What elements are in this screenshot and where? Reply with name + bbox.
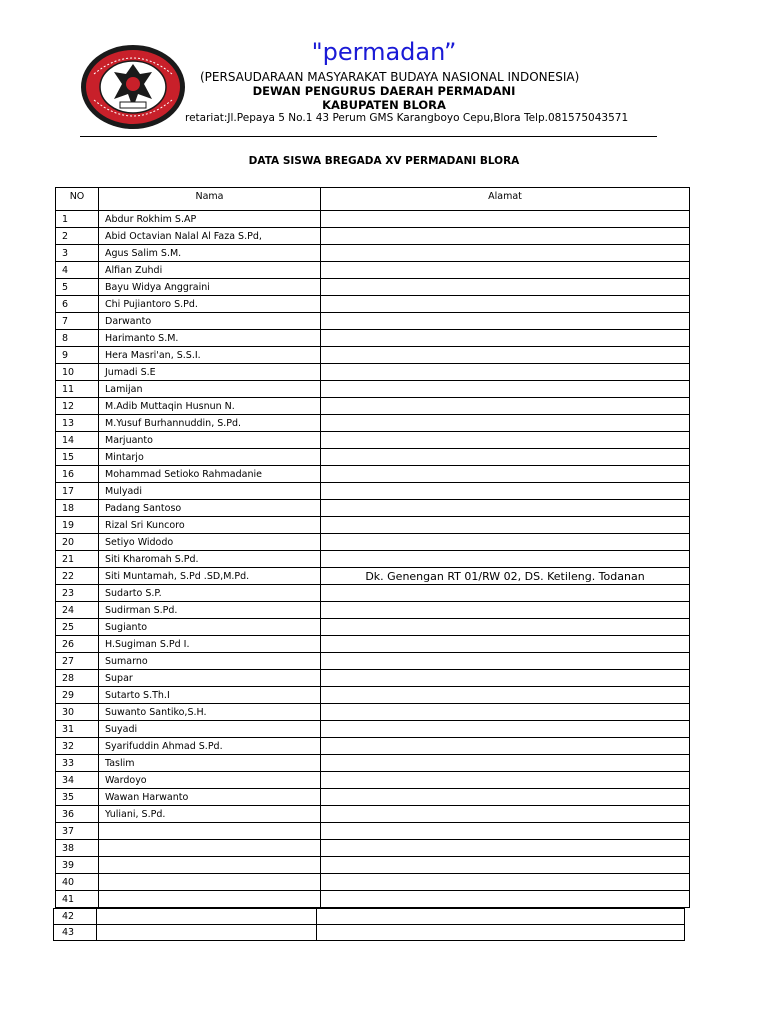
cell-no: 1: [56, 211, 99, 228]
cell-alamat: [321, 738, 690, 755]
cell-nama: [99, 857, 321, 874]
cell-alamat: [321, 772, 690, 789]
cell-alamat: [321, 789, 690, 806]
cell-alamat: [321, 891, 690, 908]
cell-no: 12: [56, 398, 99, 415]
cell-no: 7: [56, 313, 99, 330]
cell-alamat: [321, 823, 690, 840]
cell-no: 40: [56, 874, 99, 891]
cell-alamat: [317, 925, 685, 941]
cell-alamat: [321, 874, 690, 891]
cell-alamat: [321, 551, 690, 568]
cell-alamat: [321, 364, 690, 381]
table-row: [56, 296, 690, 313]
cell-nama: Padang Santoso: [99, 500, 321, 517]
cell-no: 23: [56, 585, 99, 602]
cell-no: 17: [56, 483, 99, 500]
cell-nama: Sugianto: [99, 619, 321, 636]
cell-no: 4: [56, 262, 99, 279]
cell-no: 32: [56, 738, 99, 755]
table-row: [56, 687, 690, 704]
table-row: [56, 449, 690, 466]
cell-no: 15: [56, 449, 99, 466]
cell-nama: Sutarto S.Th.I: [99, 687, 321, 704]
table-row: [56, 245, 690, 262]
table-row: [56, 755, 690, 772]
cell-no: 37: [56, 823, 99, 840]
cell-alamat: [321, 245, 690, 262]
cell-no: 25: [56, 619, 99, 636]
table-row: [56, 704, 690, 721]
cell-alamat: [321, 704, 690, 721]
table-row: [56, 228, 690, 245]
cell-no: 30: [56, 704, 99, 721]
cell-alamat: [321, 619, 690, 636]
cell-alamat: [321, 602, 690, 619]
cell-no: 2: [56, 228, 99, 245]
cell-nama: M.Yusuf Burhannuddin, S.Pd.: [99, 415, 321, 432]
cell-alamat: Dk. Genengan RT 01/RW 02, DS. Ketileng. Todanan: [321, 568, 690, 585]
table-row: [56, 772, 690, 789]
cell-nama: Mulyadi: [99, 483, 321, 500]
table-row: [56, 670, 690, 687]
table-row: [56, 738, 690, 755]
cell-alamat: [321, 636, 690, 653]
table-row: [56, 279, 690, 296]
cell-no: 29: [56, 687, 99, 704]
cell-no: 33: [56, 755, 99, 772]
table-row: [56, 874, 690, 891]
cell-alamat: [321, 483, 690, 500]
cell-alamat: [321, 653, 690, 670]
table-row: [56, 789, 690, 806]
table-row: [56, 500, 690, 517]
cell-nama: Supar: [99, 670, 321, 687]
cell-alamat: [321, 381, 690, 398]
table-header-row: [56, 188, 690, 211]
cell-alamat: [321, 313, 690, 330]
table-row: [56, 517, 690, 534]
table-row: [56, 806, 690, 823]
table-row: [56, 602, 690, 619]
cell-no: 41: [56, 891, 99, 908]
cell-nama: [99, 874, 321, 891]
cell-no: 5: [56, 279, 99, 296]
cell-nama: Abid Octavian Nalal Al Faza S.Pd,: [99, 228, 321, 245]
cell-no: 20: [56, 534, 99, 551]
cell-no: 39: [56, 857, 99, 874]
cell-nama: Jumadi S.E: [99, 364, 321, 381]
cell-nama: Wardoyo: [99, 772, 321, 789]
cell-no: 11: [56, 381, 99, 398]
cell-alamat: [321, 840, 690, 857]
table-row: [56, 823, 690, 840]
document-title: DATA SISWA BREGADA XV PERMADANI BLORA: [248, 155, 520, 167]
cell-no: 19: [56, 517, 99, 534]
cell-nama: Siti Kharomah S.Pd.: [99, 551, 321, 568]
cell-alamat: [321, 296, 690, 313]
cell-alamat: [321, 806, 690, 823]
table-row: [56, 398, 690, 415]
cell-alamat: [321, 534, 690, 551]
org-region: KABUPATEN BLORA: [322, 98, 446, 112]
cell-nama: [99, 823, 321, 840]
cell-nama: Mohammad Setioko Rahmadanie: [99, 466, 321, 483]
org-board: DEWAN PENGURUS DAERAH PERMADANI: [252, 84, 516, 98]
cell-alamat: [321, 500, 690, 517]
cell-alamat: [321, 347, 690, 364]
table-row: [56, 568, 690, 585]
cell-alamat: [321, 449, 690, 466]
cell-nama: Syarifuddin Ahmad S.Pd.: [99, 738, 321, 755]
cell-alamat: [321, 687, 690, 704]
cell-no: 9: [56, 347, 99, 364]
cell-nama: Wawan Harwanto: [99, 789, 321, 806]
table-row: [56, 330, 690, 347]
cell-alamat: [317, 909, 685, 925]
cell-no: 18: [56, 500, 99, 517]
cell-no: 14: [56, 432, 99, 449]
cell-alamat: [321, 517, 690, 534]
cell-nama: Sumarno: [99, 653, 321, 670]
cell-nama: Alfian Zuhdi: [99, 262, 321, 279]
cell-nama: M.Adib Muttaqin Husnun N.: [99, 398, 321, 415]
cell-alamat: [321, 585, 690, 602]
cell-nama: Taslim: [99, 755, 321, 772]
table-row: [56, 364, 690, 381]
table-row: [54, 909, 685, 925]
cell-nama: H.Sugiman S.Pd I.: [99, 636, 321, 653]
table-row: [56, 415, 690, 432]
cell-alamat: [321, 211, 690, 228]
table-row: [56, 432, 690, 449]
cell-nama: Setiyo Widodo: [99, 534, 321, 551]
cell-nama: Hera Masri'an, S.S.I.: [99, 347, 321, 364]
cell-alamat: [321, 432, 690, 449]
cell-no: 10: [56, 364, 99, 381]
table-row: [56, 891, 690, 908]
cell-no: 28: [56, 670, 99, 687]
table-row: [56, 551, 690, 568]
cell-nama: Suyadi: [99, 721, 321, 738]
cell-nama: [99, 840, 321, 857]
cell-nama: [97, 909, 317, 925]
table-row: [56, 262, 690, 279]
cell-alamat: [321, 228, 690, 245]
table-row: [56, 347, 690, 364]
cell-nama: Yuliani, S.Pd.: [99, 806, 321, 823]
cell-nama: Mintarjo: [99, 449, 321, 466]
table-row: [56, 534, 690, 551]
cell-no: 13: [56, 415, 99, 432]
table-row: [56, 483, 690, 500]
cell-alamat: [321, 670, 690, 687]
cell-nama: Marjuanto: [99, 432, 321, 449]
cell-nama: Bayu Widya Anggraini: [99, 279, 321, 296]
student-table-continued: [53, 908, 685, 941]
org-address: retariat:Jl.Pepaya 5 No.1 43 Perum GMS Karangboyo Cepu,Blora Telp.081575043571: [185, 112, 629, 124]
cell-no: 8: [56, 330, 99, 347]
cell-alamat: [321, 330, 690, 347]
table-row: [56, 857, 690, 874]
cell-nama: Rizal Sri Kuncoro: [99, 517, 321, 534]
org-subtitle: (PERSAUDARAAN MASYARAKAT BUDAYA NASIONAL INDONESIA): [200, 70, 580, 84]
cell-nama: Darwanto: [99, 313, 321, 330]
cell-alamat: [321, 755, 690, 772]
org-title: "permadan”: [311, 38, 457, 66]
cell-alamat: [321, 415, 690, 432]
cell-alamat: [321, 262, 690, 279]
cell-no: 3: [56, 245, 99, 262]
table-row: [56, 653, 690, 670]
cell-nama: Sudarto S.P.: [99, 585, 321, 602]
cell-nama: [99, 891, 321, 908]
cell-no: 31: [56, 721, 99, 738]
table-row: [56, 721, 690, 738]
header-divider: [80, 136, 657, 137]
cell-no: 22: [56, 568, 99, 585]
cell-no: 6: [56, 296, 99, 313]
cell-no: 26: [56, 636, 99, 653]
table-row: [54, 925, 685, 941]
cell-nama: Harimanto S.M.: [99, 330, 321, 347]
cell-alamat: [321, 721, 690, 738]
student-table: [55, 187, 690, 908]
cell-nama: [97, 925, 317, 941]
column-header-no: NO: [56, 188, 99, 211]
table-row: [56, 636, 690, 653]
cell-alamat: [321, 857, 690, 874]
cell-nama: Agus Salim S.M.: [99, 245, 321, 262]
cell-nama: Siti Muntamah, S.Pd .SD,M.Pd.: [99, 568, 321, 585]
cell-no: 21: [56, 551, 99, 568]
column-header-alamat: Alamat: [321, 188, 690, 211]
cell-no: 43: [54, 925, 97, 941]
table-row: [56, 313, 690, 330]
cell-nama: Sudirman S.Pd.: [99, 602, 321, 619]
cell-alamat: [321, 466, 690, 483]
cell-no: 36: [56, 806, 99, 823]
cell-nama: Abdur Rokhim S.AP: [99, 211, 321, 228]
cell-nama: Lamijan: [99, 381, 321, 398]
column-header-nama: Nama: [99, 188, 321, 211]
table-row: [56, 211, 690, 228]
table-row: [56, 840, 690, 857]
cell-no: 34: [56, 772, 99, 789]
cell-no: 24: [56, 602, 99, 619]
cell-nama: Chi Pujiantoro S.Pd.: [99, 296, 321, 313]
cell-no: 27: [56, 653, 99, 670]
cell-no: 38: [56, 840, 99, 857]
table-row: [56, 619, 690, 636]
table-row: [56, 585, 690, 602]
cell-alamat: [321, 279, 690, 296]
table-row: [56, 381, 690, 398]
cell-no: 16: [56, 466, 99, 483]
table-row: [56, 466, 690, 483]
cell-no: 35: [56, 789, 99, 806]
cell-nama: Suwanto Santiko,S.H.: [99, 704, 321, 721]
cell-alamat: [321, 398, 690, 415]
cell-no: 42: [54, 909, 97, 925]
